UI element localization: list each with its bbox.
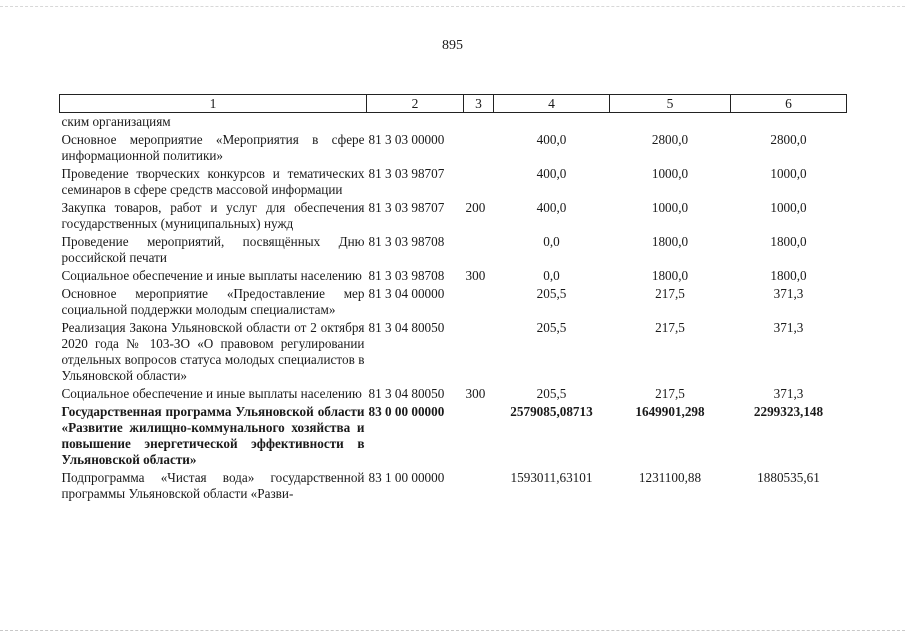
row-value-col4: 205,5 <box>536 286 567 301</box>
row-expense-type <box>464 166 494 200</box>
row-value-col4: 400,0 <box>536 132 567 147</box>
row-value-col6: 1000,0 <box>770 200 807 215</box>
row-expense-type <box>464 470 494 504</box>
row-code: 81 3 03 98708 <box>368 268 445 283</box>
table-row <box>60 200 847 234</box>
row-value-col4: 205,5 <box>536 386 567 401</box>
row-value-col4: 400,0 <box>536 166 567 181</box>
row-value-col5: 1000,0 <box>651 200 689 215</box>
row-value-col5: 1649901,298 <box>635 404 705 419</box>
row-name: Реализация Закона Ульяновской области от 2 октября 2020 года № 103-ЗО «О правовом регулировании отдельных вопросов статуса молодых специалистов в Ульяновской области» <box>61 320 365 383</box>
row-expense-type <box>464 286 494 320</box>
row-value-col5: 2800,0 <box>651 132 689 147</box>
header-row <box>60 95 847 113</box>
row-code: 81 3 03 98707 <box>368 200 445 215</box>
table-row <box>60 320 847 386</box>
table-row <box>60 234 847 268</box>
row-code: 81 3 04 80050 <box>368 320 445 335</box>
row-value-col6: 2800,0 <box>770 132 807 147</box>
row-name: Подпрограмма «Чистая вода» государственной программы Ульяновской области «Разви- <box>61 470 365 501</box>
row-expense-type: 300 <box>465 386 486 401</box>
table-row <box>60 286 847 320</box>
row-value-col4: 1593011,63101 <box>510 470 593 485</box>
row-value-col5: 217,5 <box>655 286 685 301</box>
scan-edge-top <box>0 6 905 7</box>
row-expense-type <box>464 320 494 386</box>
row-code <box>367 113 464 133</box>
column-header: 6 <box>731 95 847 113</box>
row-value-col6: 1880535,61 <box>757 470 820 485</box>
row-value-col4: 205,5 <box>536 320 567 335</box>
table-row <box>60 132 847 166</box>
row-value-col5: 217,5 <box>655 386 685 401</box>
row-name: Закупка товаров, работ и услуг для обеспечения государственных (муниципальных) нужд <box>61 200 365 231</box>
column-header: 3 <box>464 95 494 113</box>
row-code: 81 3 04 80050 <box>368 386 445 401</box>
table-row <box>60 113 847 133</box>
row-value-col6: 2299323,148 <box>753 404 824 419</box>
row-name: Государственная программа Ульяновской области «Развитие жилищно-коммунального хозяйства и повышение энергетической эффективности в Ульяновской области» <box>61 404 365 467</box>
row-value-col6: 1000,0 <box>770 166 807 181</box>
row-name: ским организациям <box>61 114 171 129</box>
row-code: 83 0 00 00000 <box>368 404 445 419</box>
row-name: Основное мероприятие «Предоставление мер социальной поддержки молодым специалистам» <box>61 286 365 317</box>
row-value-col6: 1800,0 <box>770 234 807 249</box>
row-value-col5: 1800,0 <box>651 268 689 283</box>
column-header: 5 <box>610 95 731 113</box>
row-name: Социальное обеспечение и иные выплаты населению <box>61 268 362 283</box>
row-name: Проведение творческих конкурсов и тематических семинаров в сфере средств массовой информации <box>61 166 365 197</box>
row-code: 83 1 00 00000 <box>368 470 445 485</box>
table-row <box>60 166 847 200</box>
table-row <box>60 386 847 404</box>
row-value-col5: 1231100,88 <box>638 470 702 485</box>
row-expense-type <box>464 234 494 268</box>
column-header: 1 <box>60 95 367 113</box>
row-value-col4: 400,0 <box>536 200 567 215</box>
row-value-col4: 0,0 <box>543 268 560 283</box>
page-number: 895 <box>442 38 463 53</box>
table-row-program-total <box>60 404 847 470</box>
row-expense-type <box>464 132 494 166</box>
row-value-col5: 1800,0 <box>651 234 689 249</box>
row-value-col4: 0,0 <box>543 234 560 249</box>
row-value-col4: 2579085,08713 <box>510 404 593 419</box>
row-value-col6: 371,3 <box>773 286 804 301</box>
row-code: 81 3 03 00000 <box>368 132 445 147</box>
table-row <box>60 470 847 504</box>
row-code: 81 3 03 98708 <box>368 234 445 249</box>
row-value-col5 <box>610 113 731 133</box>
row-name: Проведение мероприятий, посвящённых Дню российской печати <box>61 234 365 265</box>
row-value-col5: 1000,0 <box>651 166 689 181</box>
budget-table <box>59 94 847 504</box>
row-value-col5: 217,5 <box>655 320 685 335</box>
row-name: Основное мероприятие «Мероприятия в сфере информационной политики» <box>61 132 365 163</box>
row-code: 81 3 04 00000 <box>368 286 445 301</box>
row-value-col6: 371,3 <box>773 386 804 401</box>
row-value-col6 <box>731 113 847 133</box>
table-row <box>60 268 847 286</box>
column-header: 4 <box>494 95 610 113</box>
column-header: 2 <box>367 95 464 113</box>
row-value-col4 <box>494 113 610 133</box>
row-value-col6: 371,3 <box>773 320 804 335</box>
row-expense-type: 300 <box>465 268 486 283</box>
row-value-col6: 1800,0 <box>770 268 807 283</box>
row-expense-type <box>464 113 494 133</box>
scan-edge-bottom <box>0 630 905 631</box>
row-code: 81 3 03 98707 <box>368 166 445 181</box>
row-expense-type <box>464 404 494 470</box>
row-expense-type: 200 <box>465 200 486 215</box>
row-name: Социальное обеспечение и иные выплаты населению <box>61 386 362 401</box>
